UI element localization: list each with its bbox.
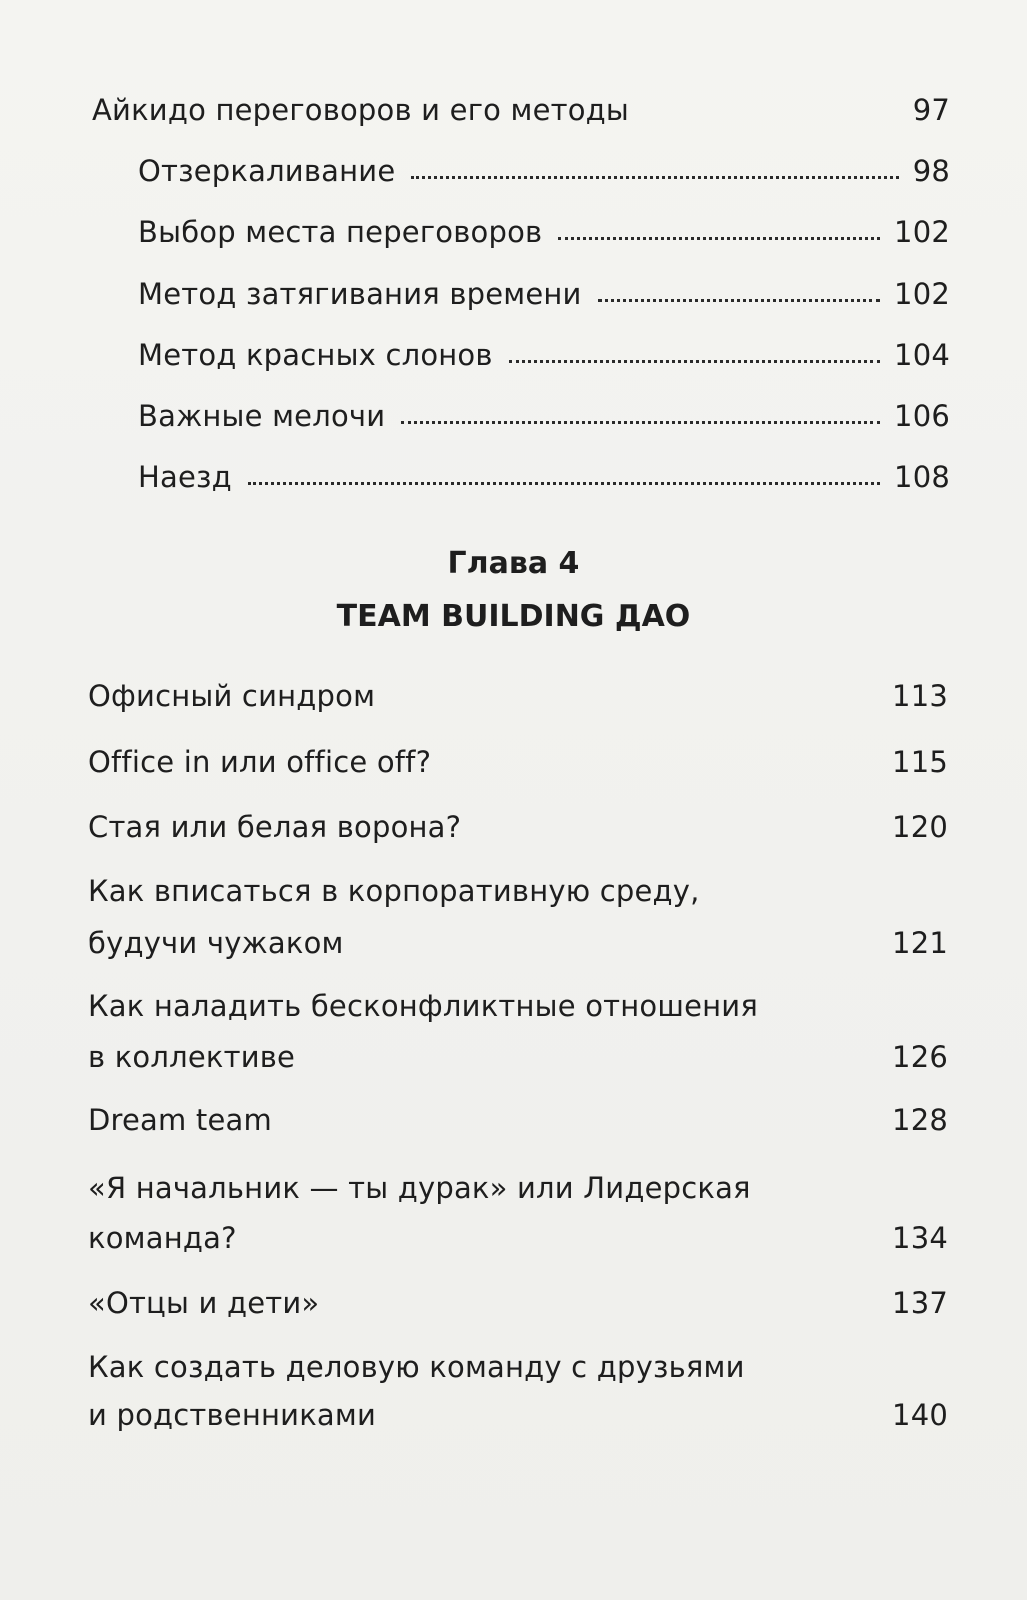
toc-entry-title: Офисный синдром	[88, 679, 376, 713]
toc-subentry-title: Наезд	[138, 460, 232, 494]
toc-entry	[88, 1349, 948, 1449]
toc-entry-page: 126	[892, 1040, 948, 1074]
chapter-title: TEAM BUILDING ДАО	[336, 599, 691, 634]
chapter-label: Глава 4	[447, 546, 580, 581]
toc-subentry	[138, 459, 950, 495]
toc-subentry-page: 102	[894, 215, 950, 249]
toc-entry-page: 137	[892, 1286, 948, 1320]
toc-entry-title-line2: в коллективе	[88, 1040, 296, 1074]
toc-entry	[88, 873, 948, 973]
toc-entry-page: 140	[892, 1398, 948, 1432]
toc-subentry-title: Метод затягивания времени	[138, 277, 582, 311]
toc-subentry-title: Выбор места переговоров	[138, 215, 543, 249]
toc-subentry-title: Метод красных слонов	[138, 338, 493, 372]
toc-subentry-page: 104	[894, 338, 950, 372]
toc-entry-title-line2: и родственниками	[88, 1398, 377, 1432]
toc-entry	[88, 1170, 948, 1270]
toc-entry-page: 120	[892, 810, 948, 844]
toc-entry-page: 115	[892, 745, 948, 779]
dot-leader	[598, 279, 880, 302]
toc-entry-title-line1: «Я начальник — ты дурак» или Лидерская	[88, 1171, 751, 1205]
toc-subentry-page: 102	[894, 277, 950, 311]
toc-entry-title: Стая или белая ворона?	[88, 810, 462, 844]
dot-leader	[558, 217, 880, 240]
toc-subentry	[138, 214, 950, 250]
toc-entry-page: 97	[912, 93, 950, 127]
toc-entry	[88, 988, 948, 1088]
toc-entry-title-line1: Как наладить бесконфликтные отношения	[88, 989, 758, 1023]
toc-entry-title-line2: команда?	[88, 1221, 237, 1255]
toc-entry-page: 134	[892, 1221, 948, 1255]
toc-entry-title: Office in или office off?	[88, 745, 432, 779]
toc-subentry	[138, 153, 950, 189]
dot-leader	[509, 340, 880, 363]
toc-entry-page: 113	[892, 679, 948, 713]
toc-entry-page: 128	[892, 1103, 948, 1137]
toc-subentry-title: Отзеркаливание	[138, 154, 396, 188]
toc-entry-page: 121	[892, 926, 948, 960]
toc-subentry-title: Важные мелочи	[138, 399, 386, 433]
toc-subentry	[138, 337, 950, 373]
toc-subentry-page: 106	[894, 399, 950, 433]
toc-subentry-page: 98	[912, 154, 950, 188]
toc-entry-title-line1: Как вписаться в корпоративную среду,	[88, 874, 700, 908]
dot-leader	[411, 156, 898, 179]
toc-entry-title: Dream team	[88, 1103, 272, 1137]
toc-entry-title: Айкидо переговоров и его методы	[92, 93, 629, 127]
dot-leader	[401, 401, 880, 424]
toc-entry-title: «Отцы и дети»	[88, 1286, 320, 1320]
toc-subentry	[138, 398, 950, 434]
dot-leader	[248, 462, 880, 485]
toc-subentry-page: 108	[894, 460, 950, 494]
toc-entry-title-line2: будучи чужаком	[88, 926, 344, 960]
toc-subentry	[138, 276, 950, 312]
toc-entry-title-line1: Как создать деловую команду с друзьями	[88, 1350, 745, 1384]
